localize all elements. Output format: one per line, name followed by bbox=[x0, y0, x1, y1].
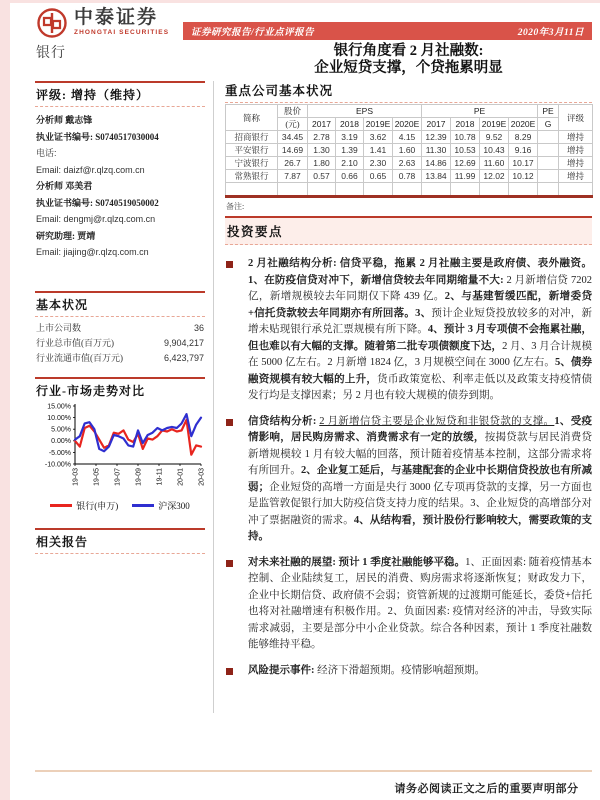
text-segment: 货币政策宽松、利率走低以及政策支持疫情债发行均是支撑因素；另 2 月也有较大规模的债券到期。 bbox=[248, 373, 593, 401]
page-edge-strip-left bbox=[0, 0, 10, 800]
table-row-empty bbox=[226, 183, 593, 197]
col-pe-group: PE bbox=[422, 105, 538, 118]
analyst-line: 执业证书编号: S0740517030004 bbox=[36, 131, 159, 142]
related-reports-title: 相关报告 bbox=[35, 530, 205, 554]
col-name: 简称 bbox=[226, 105, 278, 131]
text-segment: 2 月新增信贷 7202 亿，新增规模较去年同期仅下降 439 亿。 bbox=[248, 274, 592, 302]
legend-label-hs300: 沪深300 bbox=[158, 500, 190, 511]
table-cell: 2.30 bbox=[364, 157, 393, 170]
table-cell: 3.19 bbox=[336, 131, 364, 144]
text-segment: 1、受疫情影响，居民购房需求、消费需求有一定的放缓， bbox=[248, 415, 593, 443]
text-segment: 2、企业复工延后，与基建配套的企业中长期信贷投放也有所减弱； bbox=[248, 465, 593, 493]
text-segment: 4、预计 3 月专项债不会拖累社融，但也难以有大幅的支撑。随着第二批专项债额度下达， bbox=[248, 324, 593, 352]
svg-text:20-01: 20-01 bbox=[177, 467, 185, 486]
text-segment: 企业短贷的高增一方面是央行 3000 亿专项再贷款的支撑，另一方面也是监管敦促银行加大防疫信贷支持力度的结果。3、企业短贷的高增部分对冲了票据融资的需求。 bbox=[248, 481, 593, 526]
basic-value: 6,423,797 bbox=[163, 352, 204, 363]
table-cell: 10.17 bbox=[509, 157, 538, 170]
table-cell bbox=[538, 183, 559, 197]
company-table bbox=[225, 104, 593, 198]
analyst-email: Email: daizf@r.qlzq.com.cn bbox=[36, 164, 145, 175]
text-segment: 2 月社融结构分析: 信贷平稳，拖累 2 月社融主要是政府债、表外融资。1、在防疫信贷对冲下，新增信贷较去年同期缩量不大: bbox=[248, 258, 592, 286]
svg-text:0.00%: 0.00% bbox=[51, 437, 71, 445]
text-segment: 2 月、3 月合计规模在 5000 亿左右。2 月新增 1824 亿，3 月规模空间在 3000 亿左右。 bbox=[248, 340, 592, 368]
text-segment: 经济下滑超预期。疫情影响超预期。 bbox=[317, 664, 486, 676]
analyst-line: 执业证书编号: S0740519050002 bbox=[36, 197, 159, 208]
table-note: 备注: bbox=[226, 202, 245, 211]
table-cell bbox=[422, 183, 451, 197]
table-cell: 14.86 bbox=[422, 157, 451, 170]
svg-text:-5.00%: -5.00% bbox=[48, 449, 71, 457]
report-type-text: 证券研究报告/行业点评报告 bbox=[191, 28, 315, 38]
col-peg-bottom: G bbox=[538, 118, 559, 131]
bullet-text bbox=[248, 665, 485, 676]
table-row bbox=[226, 170, 593, 183]
table-cell bbox=[538, 144, 559, 157]
table-cell: 13.84 bbox=[422, 170, 451, 183]
logo-text bbox=[74, 7, 169, 36]
table-cell: 11.99 bbox=[451, 170, 480, 183]
text-segment: 信贷结构分析: bbox=[248, 415, 320, 427]
svg-text:10.00%: 10.00% bbox=[47, 414, 71, 422]
table-cell: 12.69 bbox=[451, 157, 480, 170]
report-date: 2020年3月11日 bbox=[517, 28, 584, 38]
company-logo bbox=[36, 7, 169, 39]
col-year: 2019E bbox=[480, 118, 509, 131]
table-row bbox=[226, 131, 593, 144]
report-title bbox=[225, 43, 592, 77]
company-table-head bbox=[226, 105, 593, 131]
basic-row bbox=[36, 321, 204, 336]
col-rating: 评级 bbox=[559, 105, 593, 131]
legend-label-bank: 银行(申万) bbox=[76, 500, 119, 511]
svg-text:19-03: 19-03 bbox=[72, 467, 80, 486]
svg-text:19-11: 19-11 bbox=[156, 467, 164, 485]
investment-points-banner: 投资要点 bbox=[225, 216, 592, 245]
table-cell bbox=[393, 183, 422, 197]
col-price-unit: (元) bbox=[278, 118, 308, 131]
table-cell bbox=[538, 170, 559, 183]
table-cell: 平安银行 bbox=[226, 144, 278, 157]
zhongtai-logo-icon bbox=[36, 7, 68, 39]
text-segment: 5、债券融资规模有较大幅的上升， bbox=[248, 357, 593, 385]
rating-title: 评级: 增持（维持） bbox=[35, 83, 205, 107]
bullet-text bbox=[248, 416, 592, 543]
table-cell bbox=[226, 183, 278, 197]
bullet-square-icon bbox=[226, 668, 233, 675]
table-row bbox=[226, 157, 593, 170]
table-cell: 7.87 bbox=[278, 170, 308, 183]
table-cell: 10.12 bbox=[509, 170, 538, 183]
analyst-line: 电话: bbox=[36, 148, 57, 158]
table-cell bbox=[480, 183, 509, 197]
basic-label: 行业流通市值(百万元) bbox=[36, 352, 123, 363]
svg-text:19-09: 19-09 bbox=[135, 467, 143, 486]
table-cell: 2.78 bbox=[308, 131, 336, 144]
svg-text:19-05: 19-05 bbox=[93, 467, 101, 486]
bullet-point bbox=[225, 555, 592, 654]
basic-row bbox=[36, 336, 204, 351]
table-cell: 1.39 bbox=[336, 144, 364, 157]
table-cell bbox=[451, 183, 480, 197]
table-cell: 增持 bbox=[559, 157, 593, 170]
table-cell: 0.66 bbox=[336, 170, 364, 183]
table-cell: 0.57 bbox=[308, 170, 336, 183]
table-cell: 2.63 bbox=[393, 157, 422, 170]
col-peg-top: PE bbox=[538, 105, 559, 118]
table-cell: 招商银行 bbox=[226, 131, 278, 144]
basic-value: 36 bbox=[193, 322, 204, 333]
table-cell bbox=[559, 183, 593, 197]
table-cell: 宁波银行 bbox=[226, 157, 278, 170]
basic-status-title: 基本状况 bbox=[35, 293, 205, 317]
table-cell: 3.62 bbox=[364, 131, 393, 144]
bullet-square-icon bbox=[226, 419, 233, 426]
text-segment: 预计企业短贷投放较多的对冲，新增未贴现银行承兑汇票规模有所下降。 bbox=[248, 307, 593, 335]
analyst-email: Email: jiajing@r.qlzq.com.cn bbox=[36, 247, 149, 257]
sector-label: 银行 bbox=[36, 46, 66, 61]
col-year: 2019E bbox=[364, 118, 393, 131]
basic-label: 行业总市值(百万元) bbox=[36, 337, 114, 348]
svg-text:19-07: 19-07 bbox=[114, 467, 122, 486]
svg-text:5.00%: 5.00% bbox=[51, 426, 71, 434]
table-cell: 1.60 bbox=[393, 144, 422, 157]
col-year: 2018 bbox=[336, 118, 364, 131]
col-year: 2020E bbox=[509, 118, 538, 131]
table-cell: 增持 bbox=[559, 170, 593, 183]
table-cell: 9.16 bbox=[509, 144, 538, 157]
bullet-square-icon bbox=[226, 261, 233, 268]
col-year: 2020E bbox=[393, 118, 422, 131]
rating-section bbox=[35, 81, 205, 107]
basic-label: 上市公司数 bbox=[36, 322, 82, 333]
table-cell: 0.65 bbox=[364, 170, 393, 183]
bullet-text bbox=[248, 258, 592, 401]
table-cell: 增持 bbox=[559, 131, 593, 144]
text-segment: 1、正面因素: 随着疫情基本控制、企业陆续复工，居民的消费、购房需求将逐渐恢复；财政发力下，企业中长期信贷、政府债不会弱；资管新规的过渡期可能延长，委贷+信托也将对社融增速有积极作用。2、负面因素: 疫情对经济的冲击，导致实际需求减弱，主要是部分中小企业贷款。综合各种因素，预计 1 季度社融数能够维持平稳。 bbox=[248, 556, 593, 650]
industry-market-trend-chart bbox=[35, 402, 205, 492]
table-cell bbox=[364, 183, 393, 197]
legend-item-bank bbox=[50, 499, 118, 512]
table-cell: 1.41 bbox=[364, 144, 393, 157]
table-cell: 12.39 bbox=[422, 131, 451, 144]
table-cell: 2.10 bbox=[336, 157, 364, 170]
trend-chart-section bbox=[35, 377, 205, 512]
report-type-banner bbox=[183, 22, 592, 40]
bullet-square-icon bbox=[226, 560, 233, 567]
table-cell bbox=[336, 183, 364, 197]
legend-swatch-bank bbox=[50, 504, 72, 507]
table-cell: 常熟银行 bbox=[226, 170, 278, 183]
table-cell: 34.45 bbox=[278, 131, 308, 144]
analyst-line: 研究助理: 贾靖 bbox=[36, 230, 96, 241]
bullet-point bbox=[225, 256, 592, 405]
table-cell: 1.30 bbox=[308, 144, 336, 157]
table-cell: 8.29 bbox=[509, 131, 538, 144]
basic-row bbox=[36, 351, 204, 366]
table-cell: 10.78 bbox=[451, 131, 480, 144]
table-cell bbox=[509, 183, 538, 197]
footer-divider bbox=[35, 770, 592, 772]
table-cell: 10.43 bbox=[480, 144, 509, 157]
page-edge-strip-top bbox=[0, 0, 600, 3]
text-segment: 2 月新增信贷主要是企业短贷和非银贷款的支撑。 bbox=[319, 415, 555, 427]
logo-name-en: ZHONGTAI SECURITIES bbox=[74, 29, 170, 36]
company-table-title: 重点公司基本状况 bbox=[225, 81, 592, 103]
svg-text:-10.00%: -10.00% bbox=[44, 460, 71, 468]
basic-status-section bbox=[35, 291, 205, 370]
analyst-line: 分析师 戴志锋 bbox=[36, 115, 93, 125]
legend-item-hs300 bbox=[132, 499, 190, 512]
basic-status-rows bbox=[35, 317, 205, 370]
logo-name-cn: 中泰证券 bbox=[74, 7, 159, 28]
col-eps-group: EPS bbox=[308, 105, 422, 118]
text-segment: 对未来社融的展望: 预计 1 季度社融能够平稳。 bbox=[248, 556, 466, 568]
table-cell bbox=[538, 157, 559, 170]
main-content bbox=[225, 81, 592, 688]
company-table-body bbox=[226, 131, 593, 197]
table-cell: 26.7 bbox=[278, 157, 308, 170]
svg-text:20-03: 20-03 bbox=[198, 467, 205, 486]
col-year: 2017 bbox=[308, 118, 336, 131]
table-cell: 增持 bbox=[559, 144, 593, 157]
table-header-row bbox=[226, 105, 593, 118]
table-cell: 9.52 bbox=[480, 131, 509, 144]
col-price: 股价 bbox=[278, 105, 308, 118]
related-reports-section bbox=[35, 528, 205, 554]
report-title-line1: 银行角度看 2 月社融数: bbox=[333, 43, 484, 59]
table-cell bbox=[278, 183, 308, 197]
bullet-text bbox=[248, 557, 592, 651]
table-cell bbox=[308, 183, 336, 197]
bullet-point bbox=[225, 414, 592, 546]
col-year: 2017 bbox=[422, 118, 451, 131]
text-segment: 4、从结构看，预计股份行影响较大，需要政策的支持。 bbox=[248, 514, 592, 542]
column-divider bbox=[213, 81, 214, 713]
analyst-email: Email: dengmj@r.qlzq.com.cn bbox=[36, 214, 156, 224]
legend-swatch-hs300 bbox=[132, 504, 154, 507]
footer-disclaimer: 请务必阅读正文之后的重要声明部分 bbox=[394, 783, 579, 795]
table-cell: 4.15 bbox=[393, 131, 422, 144]
col-year: 2018 bbox=[451, 118, 480, 131]
report-title-line2: 企业短贷支撑，个贷拖累明显 bbox=[314, 60, 503, 76]
table-row bbox=[226, 144, 593, 157]
table-cell: 12.02 bbox=[480, 170, 509, 183]
bullet-point bbox=[225, 663, 592, 680]
table-cell: 14.69 bbox=[278, 144, 308, 157]
table-cell: 10.53 bbox=[451, 144, 480, 157]
sidebar bbox=[35, 81, 205, 554]
text-segment: 风险提示事件: bbox=[248, 664, 318, 676]
table-cell: 1.80 bbox=[308, 157, 336, 170]
analyst-line: 分析师 邓美君 bbox=[36, 181, 93, 191]
chart-legend bbox=[35, 499, 205, 512]
table-cell: 11.60 bbox=[480, 157, 509, 170]
table-cell bbox=[538, 131, 559, 144]
table-header-row2 bbox=[226, 118, 593, 131]
analyst-info bbox=[35, 107, 205, 261]
svg-text:15.00%: 15.00% bbox=[47, 402, 71, 410]
text-segment: 按揭贷款与居民消费贷新增规模较 1 月有较大幅的回落，预计随着疫情基本控制，这部分需求将有所回升。 bbox=[248, 432, 593, 476]
trend-chart-title: 行业-市场走势对比 bbox=[36, 383, 145, 398]
table-cell: 11.30 bbox=[422, 144, 451, 157]
text-segment: 2、与基建暂缓匹配，新增委贷+信托贷款较去年同期亦有所回落。3、 bbox=[248, 291, 593, 319]
basic-value: 9,904,217 bbox=[163, 337, 204, 348]
investment-points-list bbox=[225, 256, 592, 679]
table-cell: 0.78 bbox=[393, 170, 422, 183]
